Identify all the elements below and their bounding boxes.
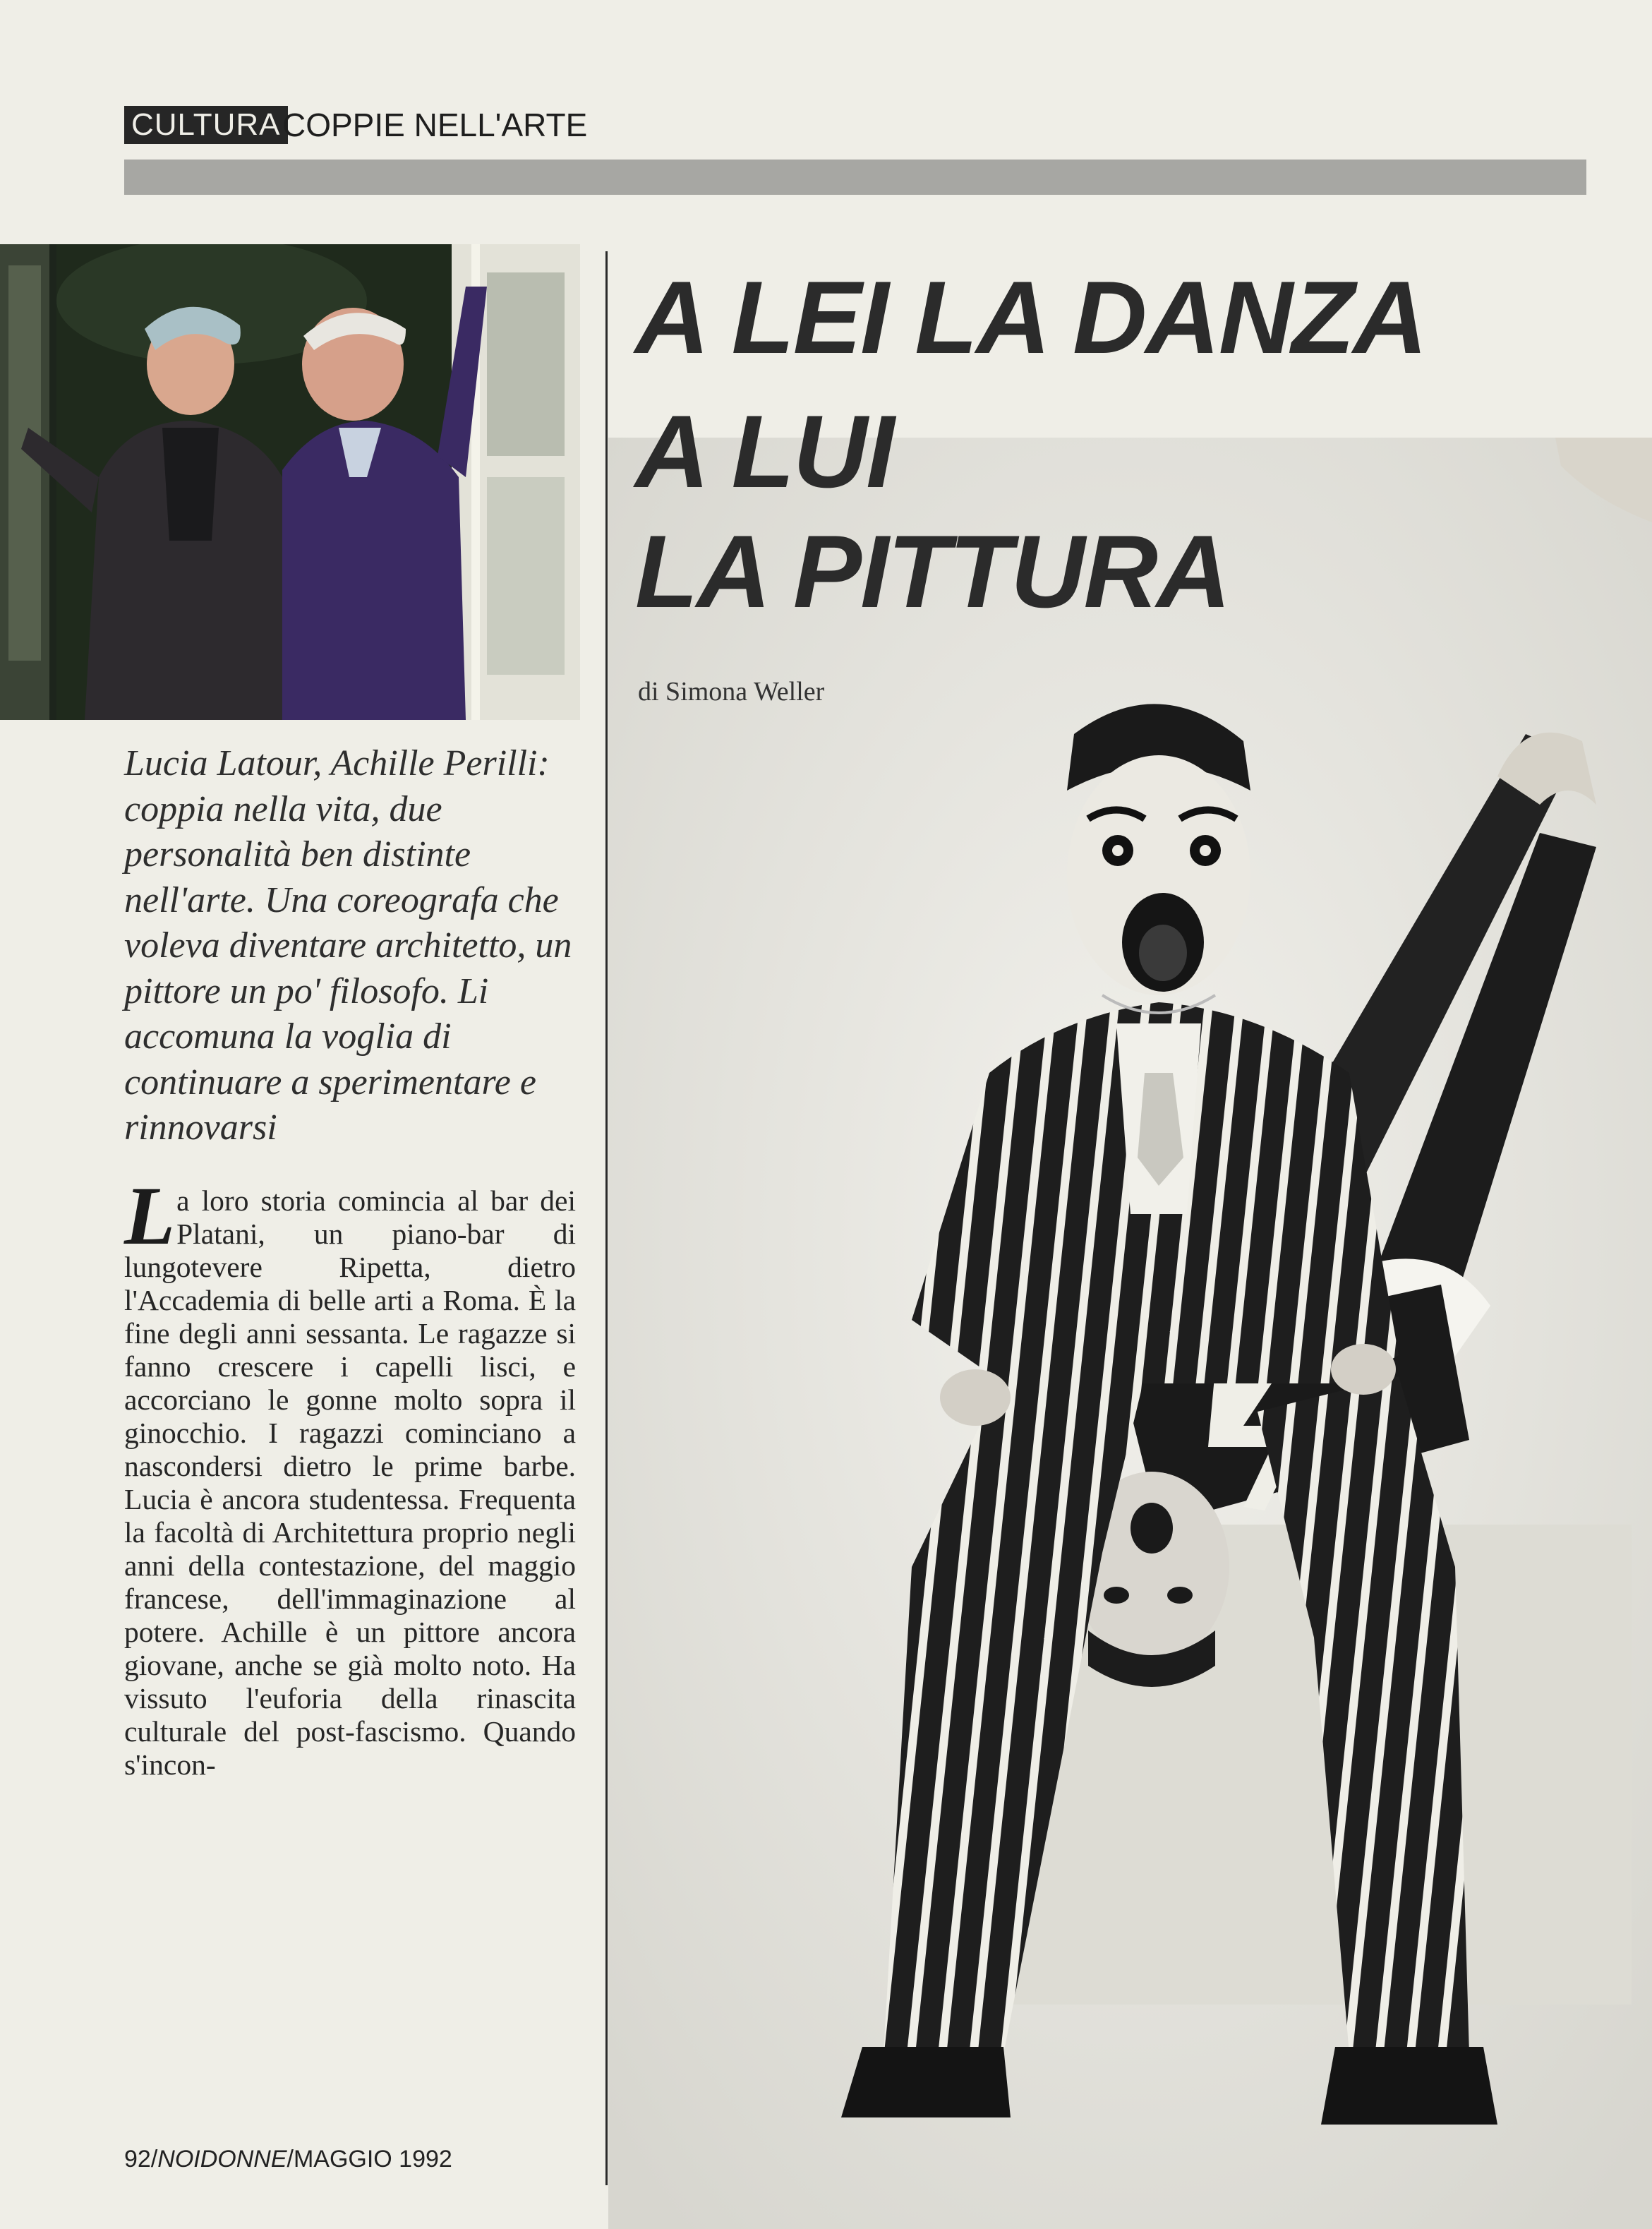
body-paragraph: a loro storia comincia al bar dei Platani, un piano-bar di lungotevere Ripetta, dietro l'Accademia di belle arti a Roma. È la fine degli anni sessanta. Le ragazze si fanno crescere i capelli lisci, e accorciano le gonne molto sopra il ginocchio. I ragazzi cominciano a nascondersi dietro le prime barbe. Lucia è ancora studentessa. Frequenta la facoltà di Architettura proprio negli anni della contestazione, del maggio francese, dell'immaginazione al potere. Achille è un pittore ancora giovane, anche se già molto noto. Ha vissuto l'euforia della rinascita culturale del post-fascismo. Quando s'incon- bbox=[124, 1184, 576, 1781]
headline-line-1: A LEI LA DANZA bbox=[635, 260, 1426, 375]
body-column bbox=[124, 1170, 576, 1782]
headline-line-3: LA PITTURA bbox=[635, 514, 1230, 629]
header-bar bbox=[124, 160, 1586, 195]
section-label: CULTURA bbox=[124, 106, 288, 144]
byline: di Simona Weller bbox=[638, 677, 825, 707]
couple-photo bbox=[0, 244, 580, 720]
headline-line-2: A LUI bbox=[635, 394, 893, 509]
magazine-name: NOIDONNE bbox=[157, 2146, 287, 2173]
page-folio bbox=[124, 2146, 452, 2173]
lead-paragraph: Lucia Latour, Achille Perilli: coppia nella vita, due personalità ben distinte nell'arte. Una coreografa che voleva diventare architetto, un pittore un po' filosofo. Li accomuna la voglia di continuare a sperimentare e rinnovarsi bbox=[124, 743, 572, 1148]
drop-cap: L bbox=[124, 1170, 176, 1262]
section-title: COPPIE NELL'ARTE bbox=[282, 107, 588, 143]
page-number: 92/ bbox=[124, 2146, 158, 2173]
column-rule bbox=[605, 251, 608, 2185]
issue-date: /MAGGIO 1992 bbox=[287, 2146, 452, 2173]
couple-photo-drawing bbox=[0, 244, 580, 720]
